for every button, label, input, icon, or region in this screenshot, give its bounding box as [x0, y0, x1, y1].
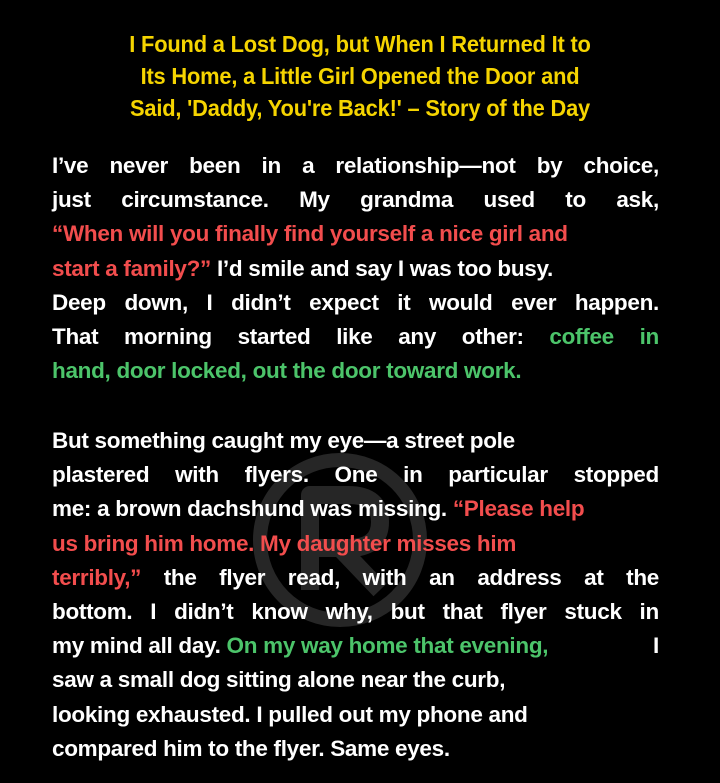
paragraph-line: bottom. I didn’t know why, but that flyer stuck in	[52, 599, 659, 625]
paragraph-text: I’d smile and say I was too busy.	[211, 255, 554, 281]
title-line-2: Its Home, a Little Girl Opened the Door and	[140, 63, 580, 89]
story-paragraph-1	[52, 149, 659, 388]
paragraph-text: my mind all day.	[52, 633, 227, 659]
highlight-text: coffee	[549, 324, 614, 350]
paragraph-line: looking exhausted. I pulled out my phone and	[52, 701, 528, 727]
title-line-1: I Found a Lost Dog, but When I Returned It to	[129, 31, 591, 57]
quote-text: terribly,”	[52, 564, 142, 590]
paragraph-line: But something caught my eye—a street pole	[52, 428, 515, 453]
story-paragraph-2	[52, 424, 659, 766]
paragraph-line	[52, 629, 659, 663]
paragraph-line: compared him to the flyer. Same eyes.	[52, 735, 450, 761]
paragraph-line: plastered with flyers. One in particular stopped	[52, 462, 659, 488]
paragraph-line	[52, 492, 659, 526]
paragraph-line: terribly,” the flyer read, with an address at the	[52, 561, 659, 595]
highlight-text: hand, door locked, out the door toward work.	[52, 358, 522, 384]
title-line-3: Said, 'Daddy, You're Back!' – Story of the Day	[129, 95, 591, 121]
quote-text: us bring him home. My daughter misses him	[52, 530, 517, 556]
story-title	[44, 28, 676, 124]
quote-text: start a family?”	[52, 255, 212, 281]
quote-text: “When will you finally find yourself a nice girl and	[52, 221, 568, 247]
paragraph-text: I	[647, 633, 659, 659]
paragraph-line: That morning started like any other: coffee in	[52, 320, 659, 354]
highlight-text: in	[639, 324, 659, 350]
paragraph-text: me: a brown dachshund was missing.	[52, 496, 453, 522]
paragraph-line: I’ve never been in a relationship—not by choice,	[52, 153, 659, 178]
quote-text: “Please help	[452, 496, 585, 522]
highlight-text: On my way home that evening,	[226, 633, 549, 659]
paragraph-line: just circumstance. My grandma used to ask,	[52, 187, 659, 213]
paragraph-line: Deep down, I didn’t expect it would ever happen.	[52, 289, 659, 315]
paragraph-line	[52, 252, 659, 286]
paragraph-line: saw a small dog sitting alone near the curb,	[52, 667, 506, 693]
